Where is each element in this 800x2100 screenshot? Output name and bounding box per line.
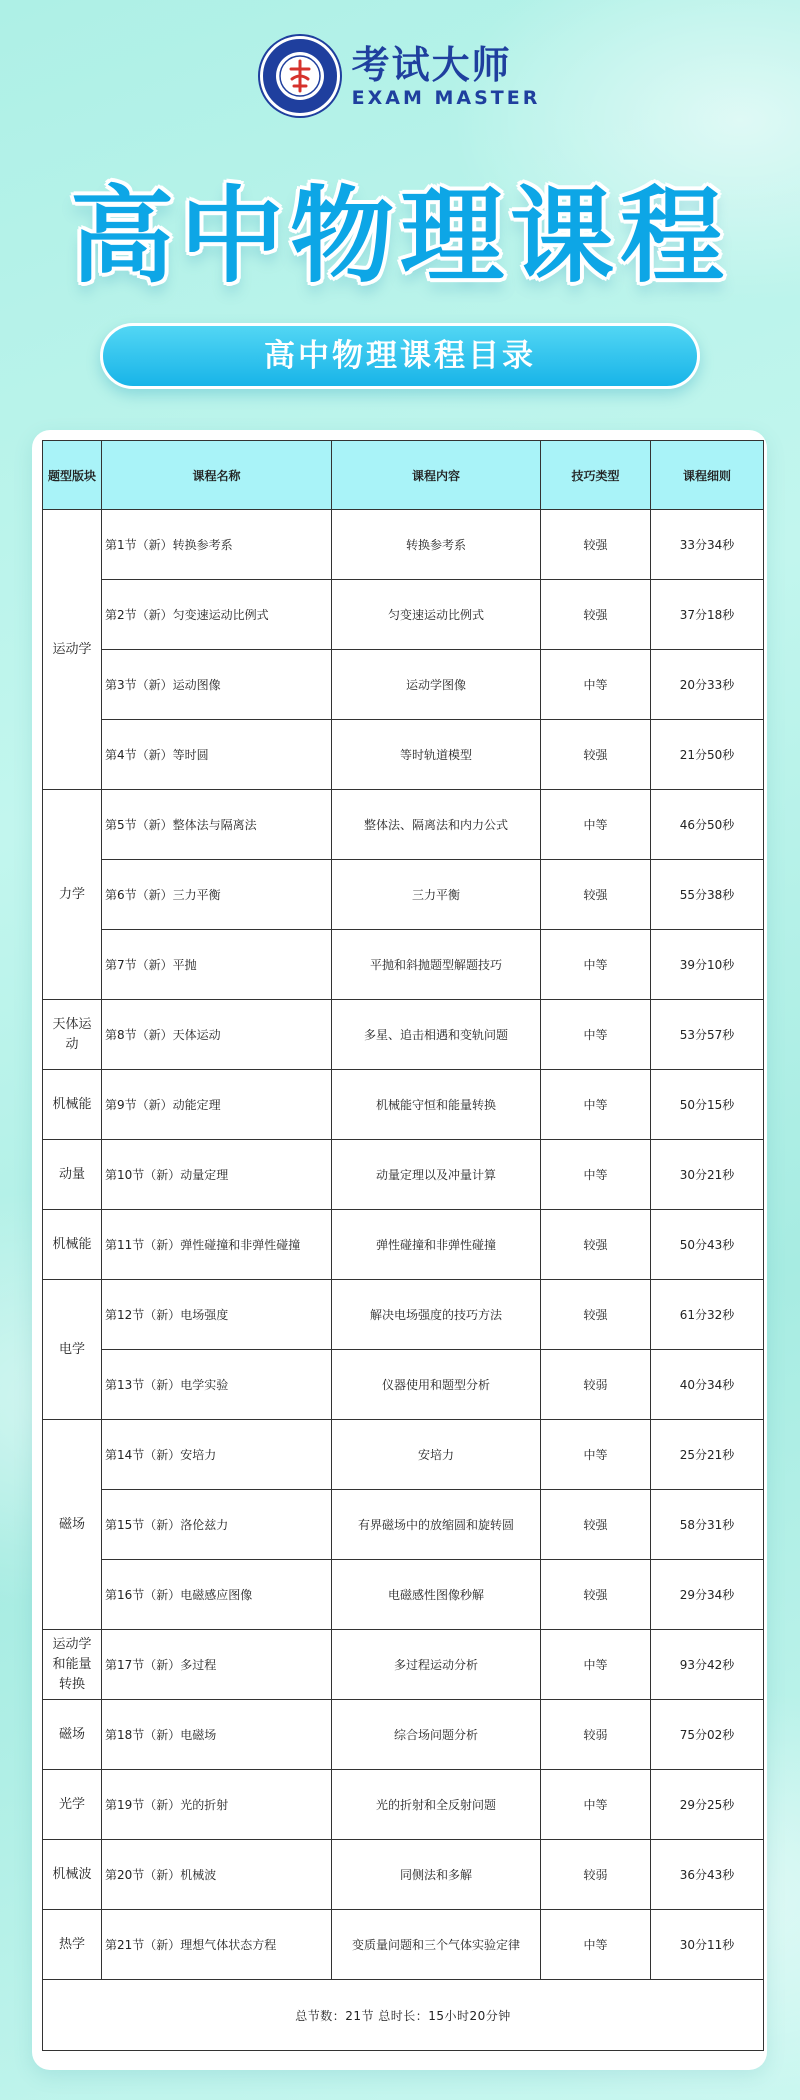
table-row <box>43 1910 764 1980</box>
course-name-cell: 第8节（新）天体运动 <box>102 1000 332 1070</box>
course-name-cell: 第11节（新）弹性碰撞和非弹性碰撞 <box>102 1210 332 1280</box>
header-category: 题型版块 <box>43 441 102 510</box>
course-name-cell: 第18节（新）电磁场 <box>102 1700 332 1770</box>
brand-logo <box>0 36 800 116</box>
table-body <box>43 510 764 1980</box>
course-content-cell: 多星、追击相遇和变轨问题 <box>332 1000 541 1070</box>
table-row <box>43 1840 764 1910</box>
duration-cell: 39分10秒 <box>651 930 764 1000</box>
course-content-cell: 机械能守恒和能量转换 <box>332 1070 541 1140</box>
duration-cell: 25分21秒 <box>651 1420 764 1490</box>
course-name-cell: 第2节（新）匀变速运动比例式 <box>102 580 332 650</box>
skill-type-cell: 中等 <box>541 1420 651 1490</box>
table-header-row <box>43 441 764 510</box>
course-name-cell: 第14节（新）安培力 <box>102 1420 332 1490</box>
skill-type-cell: 中等 <box>541 1140 651 1210</box>
skill-type-cell: 较强 <box>541 860 651 930</box>
course-content-cell: 电磁感性图像秒解 <box>332 1560 541 1630</box>
category-cell: 光学 <box>43 1770 102 1840</box>
table-footer-row <box>43 1980 764 2051</box>
duration-cell: 21分50秒 <box>651 720 764 790</box>
course-name-cell: 第9节（新）动能定理 <box>102 1070 332 1140</box>
course-name-cell: 第16节（新）电磁感应图像 <box>102 1560 332 1630</box>
course-content-cell: 平抛和斜抛题型解题技巧 <box>332 930 541 1000</box>
category-cell: 力学 <box>43 790 102 1000</box>
skill-type-cell: 较弱 <box>541 1840 651 1910</box>
skill-type-cell: 较弱 <box>541 1350 651 1420</box>
course-name-cell: 第13节（新）电学实验 <box>102 1350 332 1420</box>
table-row <box>43 930 764 1000</box>
skill-type-cell: 较强 <box>541 1560 651 1630</box>
table-row <box>43 860 764 930</box>
brand-name-en: EXAM MASTER <box>351 87 541 109</box>
category-cell: 机械能 <box>43 1210 102 1280</box>
table-row <box>43 1630 764 1700</box>
category-cell: 机械能 <box>43 1070 102 1140</box>
category-cell: 磁场 <box>43 1420 102 1630</box>
course-name-cell: 第6节（新）三力平衡 <box>102 860 332 930</box>
duration-cell: 58分31秒 <box>651 1490 764 1560</box>
page-title: 高中物理课程 <box>69 175 730 297</box>
duration-cell: 33分34秒 <box>651 510 764 580</box>
course-content-cell: 整体法、隔离法和内力公式 <box>332 790 541 860</box>
duration-cell: 36分43秒 <box>651 1840 764 1910</box>
table-row <box>43 790 764 860</box>
table-row <box>43 1140 764 1210</box>
skill-type-cell: 中等 <box>541 1630 651 1700</box>
course-content-cell: 综合场问题分析 <box>332 1700 541 1770</box>
course-name-cell: 第17节（新）多过程 <box>102 1630 332 1700</box>
course-content-cell: 解决电场强度的技巧方法 <box>332 1280 541 1350</box>
skill-type-cell: 较强 <box>541 580 651 650</box>
course-content-cell: 弹性碰撞和非弹性碰撞 <box>332 1210 541 1280</box>
course-content-cell: 运动学图像 <box>332 650 541 720</box>
table-row <box>43 1770 764 1840</box>
skill-type-cell: 较强 <box>541 720 651 790</box>
table-row <box>43 1070 764 1140</box>
table-summary: 总节数：21节 总时长：15小时20分钟 <box>43 1980 764 2051</box>
course-content-cell: 变质量问题和三个气体实验定律 <box>332 1910 541 1980</box>
skill-type-cell: 较强 <box>541 510 651 580</box>
table-row <box>43 650 764 720</box>
course-name-cell: 第19节（新）光的折射 <box>102 1770 332 1840</box>
course-name-cell: 第1节（新）转换参考系 <box>102 510 332 580</box>
category-cell: 天体运动 <box>43 1000 102 1070</box>
category-cell: 动量 <box>43 1140 102 1210</box>
course-name-cell: 第12节（新）电场强度 <box>102 1280 332 1350</box>
course-name-cell: 第4节（新）等时圆 <box>102 720 332 790</box>
duration-cell: 30分21秒 <box>651 1140 764 1210</box>
course-content-cell: 多过程运动分析 <box>332 1630 541 1700</box>
skill-type-cell: 中等 <box>541 1070 651 1140</box>
duration-cell: 37分18秒 <box>651 580 764 650</box>
table-row <box>43 510 764 580</box>
table-row <box>43 1210 764 1280</box>
skill-type-cell: 中等 <box>541 1770 651 1840</box>
page-subtitle: 高中物理课程目录 <box>100 323 700 389</box>
course-table-card <box>32 430 767 2070</box>
course-name-cell: 第10节（新）动量定理 <box>102 1140 332 1210</box>
duration-cell: 20分33秒 <box>651 650 764 720</box>
table-row <box>43 1420 764 1490</box>
course-content-cell: 仪器使用和题型分析 <box>332 1350 541 1420</box>
course-name-cell: 第21节（新）理想气体状态方程 <box>102 1910 332 1980</box>
table-row <box>43 1490 764 1560</box>
skill-type-cell: 较弱 <box>541 1700 651 1770</box>
course-content-cell: 等时轨道模型 <box>332 720 541 790</box>
table-row <box>43 1280 764 1350</box>
table-row <box>43 720 764 790</box>
duration-cell: 50分15秒 <box>651 1070 764 1140</box>
table-row <box>43 1560 764 1630</box>
course-name-cell: 第7节（新）平抛 <box>102 930 332 1000</box>
course-name-cell: 第5节（新）整体法与隔离法 <box>102 790 332 860</box>
skill-type-cell: 较强 <box>541 1210 651 1280</box>
duration-cell: 50分43秒 <box>651 1210 764 1280</box>
category-cell: 机械波 <box>43 1840 102 1910</box>
category-cell: 磁场 <box>43 1700 102 1770</box>
duration-cell: 30分11秒 <box>651 1910 764 1980</box>
duration-cell: 93分42秒 <box>651 1630 764 1700</box>
skill-type-cell: 较强 <box>541 1490 651 1560</box>
duration-cell: 53分57秒 <box>651 1000 764 1070</box>
brand-name-cn: 考试大师 <box>351 43 512 87</box>
duration-cell: 75分02秒 <box>651 1700 764 1770</box>
skill-type-cell: 中等 <box>541 930 651 1000</box>
skill-type-cell: 中等 <box>541 650 651 720</box>
skill-type-cell: 中等 <box>541 1910 651 1980</box>
skill-type-cell: 中等 <box>541 1000 651 1070</box>
category-cell: 运动学 <box>43 510 102 790</box>
course-name-cell: 第20节（新）机械波 <box>102 1840 332 1910</box>
category-cell: 热学 <box>43 1910 102 1980</box>
skill-type-cell: 较强 <box>541 1280 651 1350</box>
duration-cell: 29分25秒 <box>651 1770 764 1840</box>
header-course-content: 课程内容 <box>332 441 541 510</box>
header-duration: 课程细则 <box>651 441 764 510</box>
course-content-cell: 三力平衡 <box>332 860 541 930</box>
duration-cell: 46分50秒 <box>651 790 764 860</box>
duration-cell: 61分32秒 <box>651 1280 764 1350</box>
table-row <box>43 580 764 650</box>
course-content-cell: 匀变速运动比例式 <box>332 580 541 650</box>
course-content-cell: 动量定理以及冲量计算 <box>332 1140 541 1210</box>
course-content-cell: 有界磁场中的放缩圆和旋转圆 <box>332 1490 541 1560</box>
course-name-cell: 第15节（新）洛伦兹力 <box>102 1490 332 1560</box>
category-cell: 电学 <box>43 1280 102 1420</box>
skill-type-cell: 中等 <box>541 790 651 860</box>
course-content-cell: 转换参考系 <box>332 510 541 580</box>
duration-cell: 29分34秒 <box>651 1560 764 1630</box>
table-row <box>43 1350 764 1420</box>
course-content-cell: 安培力 <box>332 1420 541 1490</box>
brand-seal <box>260 36 340 116</box>
table-row <box>43 1000 764 1070</box>
course-content-cell: 光的折射和全反射问题 <box>332 1770 541 1840</box>
header-skill-type: 技巧类型 <box>541 441 651 510</box>
table-row <box>43 1700 764 1770</box>
course-table <box>42 440 764 2051</box>
course-name-cell: 第3节（新）运动图像 <box>102 650 332 720</box>
header-course-name: 课程名称 <box>102 441 332 510</box>
seal-emblem-icon <box>263 39 337 113</box>
duration-cell: 40分34秒 <box>651 1350 764 1420</box>
category-cell: 运动学和能量转换 <box>43 1630 102 1700</box>
duration-cell: 55分38秒 <box>651 860 764 930</box>
course-content-cell: 同侧法和多解 <box>332 1840 541 1910</box>
